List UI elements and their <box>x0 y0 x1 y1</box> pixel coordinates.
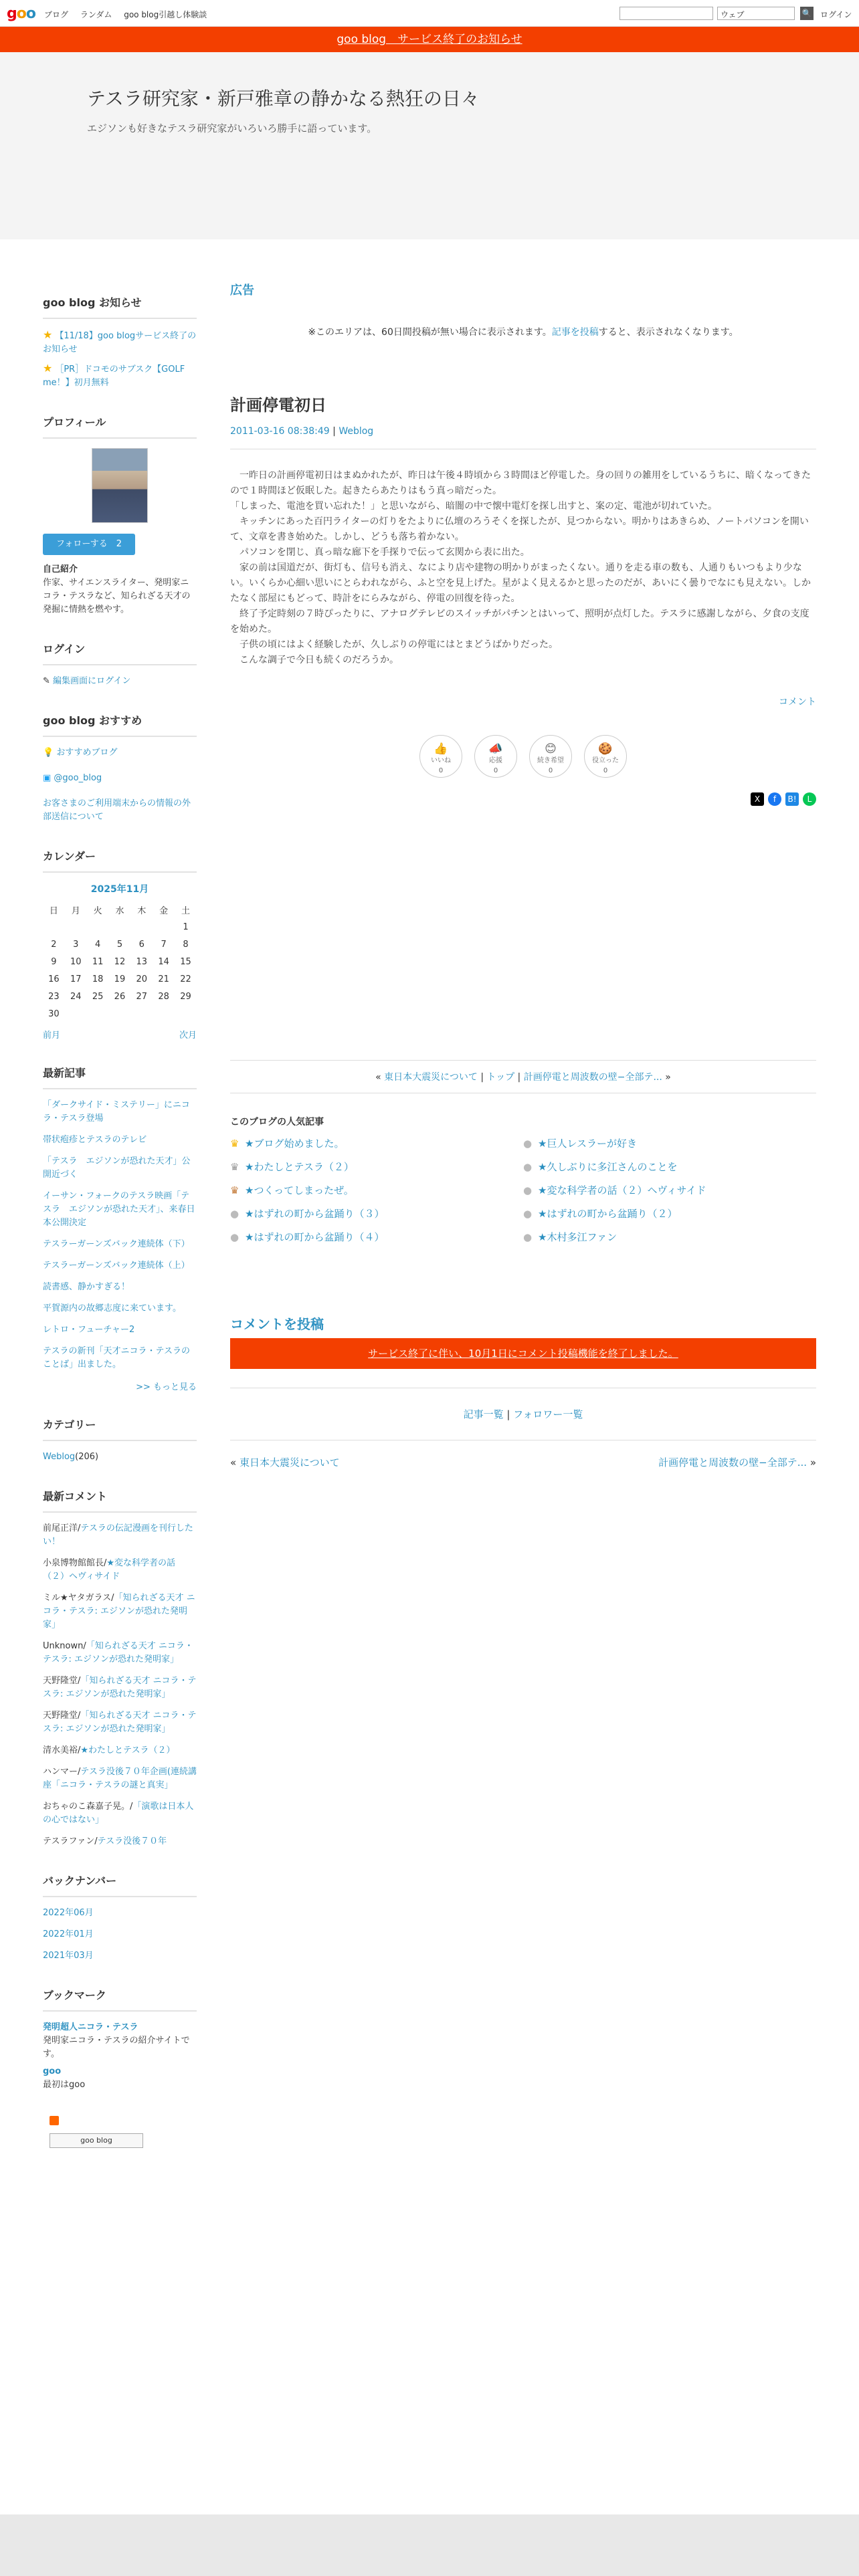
pencil-icon: ✎ <box>43 676 54 686</box>
next-month-link[interactable]: 次月 <box>179 1031 197 1041</box>
recent-post-link[interactable]: 平賀源内の故郷志度に来ています。 <box>43 1303 181 1313</box>
popular-posts <box>230 1115 816 1244</box>
rank-circle-icon: ● <box>523 1231 533 1243</box>
commenter-name: ミル★ヤタガラス/ <box>43 1593 114 1603</box>
rank-circle-icon: ● <box>230 1231 240 1243</box>
blog-header <box>0 52 859 239</box>
reaction-label: いいね <box>431 757 451 764</box>
news-heading: goo blog お知らせ <box>43 294 197 319</box>
popular-item <box>523 1183 816 1197</box>
commenter-name: 天野隆堂/ <box>43 1676 81 1686</box>
facebook-share-icon[interactable]: f <box>768 792 781 806</box>
calendar-day: 3 <box>73 939 79 950</box>
main-content <box>230 281 816 1469</box>
login-heading: ログイン <box>43 641 197 665</box>
recommend-heading: goo blog おすすめ <box>43 712 197 737</box>
calendar-day: 29 <box>180 991 191 1002</box>
calendar-weekday: 日 <box>49 905 58 916</box>
comment-post-section <box>230 1313 816 1369</box>
recent-heading: 最新記事 <box>43 1065 197 1089</box>
blog-subtitle: エジソンも好きなテスラ研究家がいろいろ勝手に語っています。 <box>87 122 377 134</box>
calendar-day <box>130 1005 153 1023</box>
calendar-day: 25 <box>92 991 104 1002</box>
calendar-day: 21 <box>158 974 169 984</box>
calendar-section <box>43 848 197 1041</box>
follower-list-link[interactable]: フォロワー一覧 <box>513 1408 583 1420</box>
ad-heading: 広告 <box>230 284 254 298</box>
post-paragraph: 一昨日の計画停電初日はまぬかれたが、昨日は午後４時頃から３時間ほど停電した。身の回りの雑用をしているうちに、暗くなってきたので１時間ほど仮眠した。起きたらあたりはもう真っ暗だった。 <box>230 470 811 496</box>
bookmark-desc: 最初はgoo <box>43 2080 86 2090</box>
popular-item <box>230 1206 523 1220</box>
popular-post-link[interactable]: ★わたしとテスラ（２） <box>245 1161 354 1173</box>
post-paragraph: こんな調子で今日も続くのだろうか。 <box>230 655 399 665</box>
popular-item <box>230 1183 523 1197</box>
post-paragraph: 「しまった、電池を買い忘れた！」と思いながら、暗闇の中で懐中電灯を探し出すと、案の定、電池が切れていた。 <box>230 501 717 512</box>
calendar-day: 5 <box>116 939 123 950</box>
x-share-icon[interactable]: X <box>751 792 764 806</box>
popular-post-link[interactable]: ★久しぶりに多江さんのことを <box>538 1161 678 1173</box>
reaction-button[interactable] <box>584 735 627 778</box>
reaction-label: 役立った <box>592 757 619 764</box>
top-link-blog[interactable]: ブログ <box>44 10 69 19</box>
service-end-link[interactable]: goo blog サービス終了のお知らせ <box>337 33 522 46</box>
top-bar <box>0 0 859 27</box>
commented-post-link[interactable]: 「知られざる天才 ニコラ・テスラ: エジソンが恐れた発明家」 <box>43 1711 197 1734</box>
reaction-button[interactable] <box>529 735 572 778</box>
commented-post-link[interactable]: 「知られざる天才 ニコラ・テスラ: エジソンが恐れた発明家」 <box>43 1676 197 1699</box>
category-heading: カテゴリー <box>43 1416 197 1441</box>
profile-section <box>43 414 197 617</box>
calendar-day: 18 <box>92 974 104 984</box>
rank-circle-icon: ● <box>523 1184 533 1196</box>
calendar-day: 16 <box>48 974 60 984</box>
popular-post-link[interactable]: ★はずれの町から盆踊り（３） <box>245 1208 385 1220</box>
comment-item <box>43 1557 197 1584</box>
recent-post-link[interactable]: 帯状疱疹とテスラのテレビ <box>43 1135 147 1145</box>
rank-circle-icon: ● <box>523 1161 533 1173</box>
goo-logo[interactable]: goo <box>7 5 35 22</box>
post-list-link[interactable]: 記事一覧 <box>463 1408 504 1420</box>
star-icon: ★ <box>43 328 53 341</box>
popular-post-link[interactable]: ★ブログ始めました。 <box>245 1138 345 1150</box>
calendar-weekday: 水 <box>115 905 124 916</box>
post-body <box>230 468 816 668</box>
popular-item <box>523 1230 816 1244</box>
blog-post <box>230 392 816 708</box>
next-article-link[interactable]: 計画停電と周波数の壁−全部テ... <box>658 1457 807 1469</box>
follow-button[interactable]: フォローする 2 <box>43 534 135 555</box>
twitter-icon: ▣ <box>43 773 54 783</box>
reaction-button[interactable] <box>419 735 462 778</box>
service-end-banner <box>0 27 859 52</box>
commenter-name: 清水美裕/ <box>43 1745 81 1755</box>
calendar-day <box>175 1005 197 1023</box>
bookmark-section <box>43 1987 197 2148</box>
share-buttons <box>230 792 816 806</box>
post-date: 2011-03-16 08:38:49 <box>230 426 330 437</box>
comments-heading: 最新コメント <box>43 1488 197 1513</box>
calendar-day <box>109 1005 131 1023</box>
crown-icon: ♛ <box>230 1161 240 1173</box>
rank-circle-icon: ● <box>230 1208 240 1220</box>
blog-title[interactable]: テスラ研究家・新戸雅章の静かなる熱狂の日々 <box>87 88 480 110</box>
calendar-day <box>65 1005 87 1023</box>
recent-post-link[interactable]: テスラーガーンズバック連続体（上） <box>43 1261 190 1271</box>
category-section <box>43 1416 197 1464</box>
post-pager: « 東日本大震災について | トップ | 計画停電と周波数の壁−全部テ... » <box>230 1060 816 1093</box>
calendar-day: 13 <box>136 956 148 967</box>
reaction-count: 0 <box>548 767 553 774</box>
comment-item <box>43 1522 197 1549</box>
calendar-day: 24 <box>70 991 82 1002</box>
calendar-day <box>109 918 131 936</box>
calendar-month[interactable]: 2025年11月 <box>90 884 149 895</box>
intro-heading: 自己紹介 <box>43 564 78 574</box>
top-link-migration[interactable]: goo blog引越し体験談 <box>124 10 207 19</box>
popular-post-link[interactable]: ★つくってしまったぜ。 <box>245 1184 354 1196</box>
calendar-day: 11 <box>92 956 104 967</box>
commenter-name: 小泉博物館館長/ <box>43 1558 107 1568</box>
commenter-name: ハンマー/ <box>43 1767 81 1777</box>
commenter-name: おちゃのこ森嘉子晃。/ <box>43 1802 133 1812</box>
commented-post-link[interactable]: テスラ没後７０年 <box>97 1836 167 1846</box>
calendar-day: 7 <box>161 939 167 950</box>
prev-post-link[interactable]: 東日本大震災について <box>384 1072 478 1083</box>
comment-item <box>43 1765 197 1792</box>
top-link[interactable]: トップ <box>486 1072 515 1083</box>
prev-month-link[interactable]: 前月 <box>43 1031 61 1041</box>
calendar-day: 27 <box>136 991 148 1002</box>
top-link-random[interactable]: ランダム <box>80 10 112 19</box>
bookmark-heading: ブックマーク <box>43 1987 197 2012</box>
bottom-links: 記事一覧 | フォロワー一覧 <box>230 1388 816 1421</box>
reaction-icon: 📣 <box>488 742 503 756</box>
popular-post-link[interactable]: ★木村多江ファン <box>538 1231 617 1243</box>
commented-post-link[interactable]: 「知られざる天才 ニコラ・テスラ: エジソンが恐れた発明家」 <box>43 1593 195 1630</box>
prev-article-link[interactable]: 東日本大震災について <box>239 1457 340 1469</box>
category-weblog-link[interactable]: Weblog <box>43 1452 76 1462</box>
line-share-icon[interactable]: L <box>803 792 816 806</box>
post-paragraph: パソコンを閉じ、真っ暗な廊下を手探りで伝って玄関から表に出た。 <box>230 547 530 558</box>
calendar-day: 2 <box>51 939 57 950</box>
rss-icon[interactable] <box>50 2116 59 2125</box>
popular-item <box>230 1160 523 1174</box>
reaction-label: 応援 <box>489 757 502 764</box>
backnumber-link[interactable]: 2021年03月 <box>43 1951 94 1961</box>
calendar-day: 12 <box>114 956 126 967</box>
calendar-day: 14 <box>158 956 169 967</box>
footer <box>0 2514 859 2576</box>
backnumber-link[interactable]: 2022年01月 <box>43 1929 94 1939</box>
popular-post-link[interactable]: ★変な科学者の話（２）ヘヴィサイド <box>538 1184 706 1196</box>
comment-item <box>43 1592 197 1632</box>
intro-text: 作家、サイエンスライター、発明家ニコラ・テスラなど、知られざる天才の発掘に情熱を燃やす。 <box>43 578 191 615</box>
commented-post-link[interactable]: ★変な科学者の話（２）ヘヴィサイド <box>43 1558 176 1582</box>
post-paragraph: 子供の頃にはよく経験したが、久しぶりの停電にはとまどうばかりだった。 <box>230 639 558 650</box>
comment-ended-banner <box>230 1338 816 1369</box>
commented-post-link[interactable]: 「演歌は日本人の心ではない」 <box>43 1802 194 1825</box>
comment-post-heading: コメントを投稿 <box>230 1316 324 1332</box>
popular-item <box>230 1230 523 1244</box>
recent-post-link[interactable]: レトロ・フューチャー2 <box>43 1325 135 1335</box>
recommend-blog-link[interactable]: おすすめブログ <box>56 748 118 758</box>
bulb-icon: 💡 <box>43 748 57 758</box>
reaction-count: 0 <box>493 767 498 774</box>
calendar-day <box>153 1005 175 1023</box>
popular-post-link[interactable]: ★はずれの町から盆踊り（４） <box>245 1231 385 1243</box>
recent-post-link[interactable]: テスラの新刊「天才ニコラ・テスラのことば」出ました。 <box>43 1346 190 1370</box>
reaction-icon: 😊 <box>545 742 557 756</box>
calendar-weekday: 金 <box>159 905 169 916</box>
calendar-day: 1 <box>183 922 189 932</box>
calendar-day: 6 <box>138 939 145 950</box>
calendar-weekday: 月 <box>71 905 80 916</box>
recent-posts-section <box>43 1065 197 1392</box>
recent-post-link[interactable]: イーサン・フォークのテスラ映画「テスラ エジソンが恐れた天才」、来春日本公開決定 <box>43 1191 195 1228</box>
popular-heading: このブログの人気記事 <box>230 1117 324 1128</box>
calendar-day: 23 <box>48 991 60 1002</box>
popular-post-link[interactable]: ★はずれの町から盆踊り（２） <box>538 1208 678 1220</box>
reaction-icon: 👍 <box>434 742 448 756</box>
popular-item <box>230 1136 523 1150</box>
login-link[interactable]: ログイン <box>820 10 852 19</box>
calendar-heading: カレンダー <box>43 848 197 873</box>
comment-item <box>43 1835 197 1848</box>
calendar-day: 17 <box>70 974 82 984</box>
commented-post-link[interactable]: テスラ没後７０年企画(連続講座「ニコラ・テスラの謎と真実」 <box>43 1767 197 1790</box>
calendar-day: 8 <box>183 939 189 950</box>
calendar-day: 10 <box>70 956 82 967</box>
comment-item <box>43 1709 197 1736</box>
next-post-link[interactable]: 計画停電と周波数の壁−全部テ... <box>523 1072 662 1083</box>
external-transmission-link[interactable]: お客さまのご利用端末からの情報の外部送信について <box>43 798 191 822</box>
calendar-day <box>65 918 87 936</box>
calendar-day: 9 <box>51 956 57 967</box>
profile-heading: プロフィール <box>43 414 197 439</box>
post-paragraph: 家の前は国道だが、街灯も、信号も消え、なにより店や建物の明かりがまったくない。通りを走る車の数も、人通りもいつもより少ない。いくらか心細い思いにとらわれながら、ふと空を見上げた。星がよく見えるかと思ったのだが、あいにく曇りでなにも見えない。しかたなく部屋にもどって、時計をにらみながら、停電の回復を待った。 <box>230 562 811 604</box>
rank-circle-icon: ● <box>523 1138 533 1150</box>
calendar-day: 26 <box>114 991 126 1002</box>
write-post-link[interactable]: 記事を投稿 <box>551 327 599 338</box>
reaction-count: 0 <box>438 767 444 774</box>
calendar-weekday: 火 <box>93 905 102 916</box>
post-meta: 2011-03-16 08:38:49 | Weblog <box>230 426 816 449</box>
post-paragraph: キッチンにあった百円ライターの灯りをたよりに仏壇のろうそくを探したが、見つからない。明かりはあきらめ、ノートパソコンを開いて、文章を書き始めた。しかし、どうも落ち着かない。 <box>230 516 809 542</box>
post-category-link[interactable]: Weblog <box>339 426 374 437</box>
calendar-day: 15 <box>180 956 191 967</box>
calendar-day <box>130 918 153 936</box>
popular-post-link[interactable]: ★巨人レスラーが好き <box>538 1138 637 1150</box>
bookmark-link[interactable]: goo <box>43 2066 62 2076</box>
recent-post-link[interactable]: 読書感、静かすぎる！ <box>43 1282 130 1292</box>
ad-notice: ※このエリアは、60日間投稿が無い場合に表示されます。記事を投稿すると、表示されなくなります。 <box>308 327 739 338</box>
goo-blog-twitter-link[interactable]: @goo_blog <box>54 773 102 783</box>
star-icon: ★ <box>43 362 53 374</box>
prev-next-nav: « 東日本大震災について 計画停電と周波数の壁−全部テ... » <box>230 1440 816 1469</box>
comment-item <box>43 1675 197 1701</box>
bookmark-link[interactable]: 発明超人ニコラ・テスラ <box>43 2022 138 2032</box>
backnumber-heading: バックナンバー <box>43 1872 197 1897</box>
login-section <box>43 641 197 688</box>
post-paragraph: 終了予定時刻の７時ぴったりに、アナログテレビのスイッチがパチンとはいって、照明が点灯した。テスラに感謝しながら、夕食の支度を始めた。 <box>230 609 809 635</box>
comment-item <box>43 1640 197 1667</box>
reaction-buttons <box>230 735 816 778</box>
commenter-name: 天野隆堂/ <box>43 1711 81 1721</box>
category-count: (206) <box>75 1452 99 1462</box>
post-title[interactable]: 計画停電初日 <box>230 396 326 415</box>
hatena-share-icon[interactable]: B! <box>785 792 799 806</box>
calendar-day <box>87 1005 109 1023</box>
crown-icon: ♛ <box>230 1138 240 1150</box>
sidebar <box>43 294 197 2172</box>
search-input[interactable] <box>619 7 713 20</box>
more-posts-link[interactable]: >> もっと見る <box>136 1382 197 1392</box>
ad-section <box>230 281 816 338</box>
calendar-day: 4 <box>94 939 101 950</box>
goo-blog-badge[interactable]: goo blog <box>50 2133 143 2148</box>
calendar-day: 22 <box>180 974 191 984</box>
top-links <box>44 9 216 20</box>
backnumber-link[interactable]: 2022年06月 <box>43 1908 94 1918</box>
calendar-weekday: 木 <box>137 905 147 916</box>
reaction-label: 続き希望 <box>537 757 564 764</box>
commenter-name: 前尾正洋/ <box>43 1523 81 1533</box>
reaction-button[interactable] <box>474 735 517 778</box>
commented-post-link[interactable]: ★わたしとテスラ（２） <box>80 1745 175 1755</box>
comment-item <box>43 1744 197 1757</box>
commented-post-link[interactable]: テスラの伝記漫画を刊行したい！ <box>43 1523 193 1547</box>
search-button[interactable] <box>800 7 814 20</box>
popular-item <box>523 1160 816 1174</box>
comment-link[interactable]: コメント <box>779 697 816 708</box>
popular-item <box>523 1206 816 1220</box>
reaction-count: 0 <box>603 767 608 774</box>
commenter-name: Unknown/ <box>43 1641 86 1651</box>
backnumber-section <box>43 1872 197 1963</box>
recommend-section <box>43 712 197 824</box>
rank-circle-icon: ● <box>523 1208 533 1220</box>
crown-icon: ♛ <box>230 1184 240 1196</box>
calendar-day <box>153 918 175 936</box>
calendar-weekday: 土 <box>181 905 191 916</box>
search-scope-select[interactable]: ウェブ <box>717 7 795 20</box>
popular-item <box>523 1136 816 1150</box>
calendar-day: 20 <box>136 974 148 984</box>
edit-login-link[interactable]: 編集画面にログイン <box>53 676 131 686</box>
avatar[interactable] <box>92 448 148 523</box>
recent-post-link[interactable]: 「ダークサイド・ミステリー」にニコラ・テスラ登場 <box>43 1100 190 1123</box>
comment-ended-link[interactable]: サービス終了に伴い、10月1日にコメント投稿機能を終了しました。 <box>368 1348 678 1360</box>
calendar-day: 19 <box>114 974 126 984</box>
commented-post-link[interactable]: 「知られざる天才 ニコラ・テスラ: エジソンが恐れた発明家」 <box>43 1641 193 1665</box>
comment-item <box>43 1800 197 1827</box>
calendar-day <box>87 918 109 936</box>
calendar-day: 28 <box>158 991 169 1002</box>
reaction-icon: 🍪 <box>598 742 613 756</box>
news-item[interactable]: ［PR］ドコモのサブスク【GOLF me！】初月無料 <box>43 364 185 388</box>
news-section <box>43 294 197 390</box>
recent-post-link[interactable]: テスラーガーンズバック連続体（下） <box>43 1239 190 1249</box>
bookmark-desc: 発明家ニコラ・テスラの紹介サイトです。 <box>43 2036 190 2059</box>
commenter-name: テスラファン/ <box>43 1836 98 1846</box>
calendar-day <box>43 918 65 936</box>
news-item[interactable]: 【11/18】goo blogサービス終了のお知らせ <box>43 331 197 354</box>
search-icon: 🔍 <box>801 9 812 18</box>
recent-comments-section <box>43 1488 197 1848</box>
calendar-table <box>43 882 197 1023</box>
calendar-day: 30 <box>48 1008 60 1019</box>
recent-post-link[interactable]: 「テスラ エジソンが恐れた天才」公開近づく <box>43 1156 191 1180</box>
